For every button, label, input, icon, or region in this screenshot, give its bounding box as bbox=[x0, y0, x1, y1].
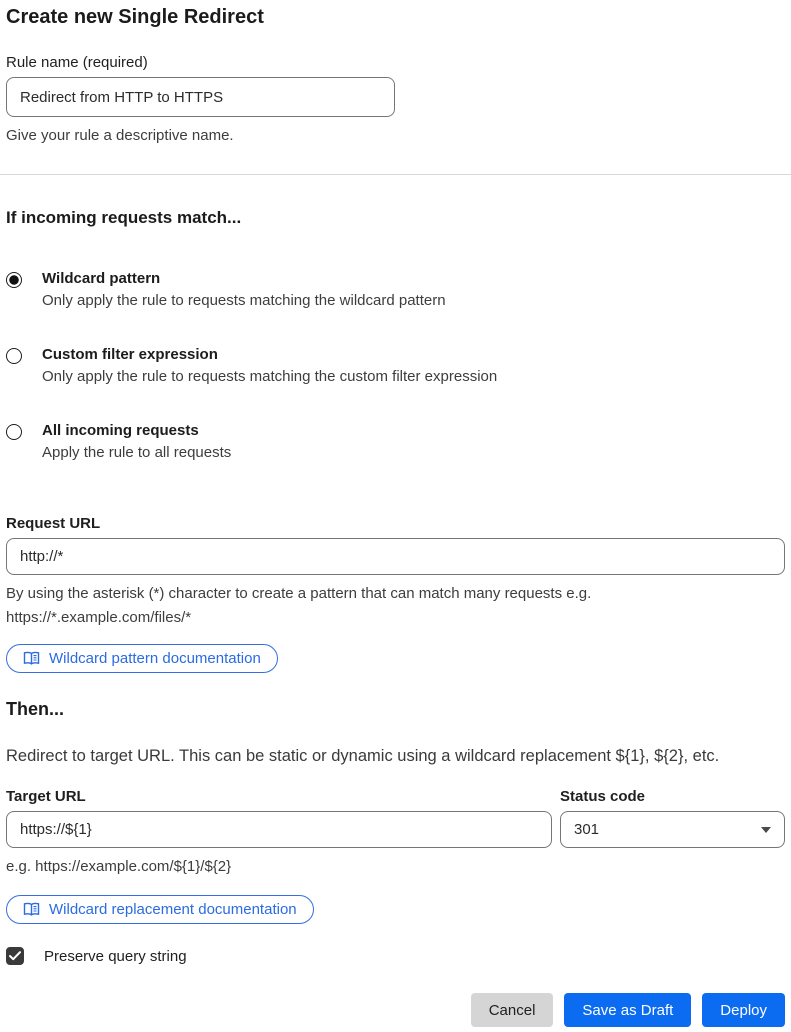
radio-option-label: All incoming requests bbox=[42, 422, 199, 439]
doc-button-label: Wildcard replacement documentation bbox=[49, 901, 297, 918]
wildcard-pattern-radio[interactable] bbox=[6, 272, 22, 288]
cancel-button[interactable]: Cancel bbox=[471, 993, 554, 1027]
radio-option-description: Only apply the rule to requests matching the wildcard pattern bbox=[42, 292, 446, 309]
book-icon bbox=[23, 902, 40, 917]
radio-option-label: Wildcard pattern bbox=[42, 270, 161, 287]
chevron-down-icon bbox=[761, 827, 771, 833]
wildcard-pattern-doc-button[interactable] bbox=[6, 644, 278, 673]
radio-option-wildcard-pattern[interactable] bbox=[6, 270, 785, 309]
match-type-radio-group bbox=[6, 270, 785, 461]
wildcard-replacement-doc-button[interactable] bbox=[6, 895, 314, 924]
radio-option-texts bbox=[42, 346, 497, 385]
radio-option-label: Custom filter expression bbox=[42, 346, 218, 363]
then-section-heading: Then... bbox=[6, 699, 64, 719]
radio-option-texts bbox=[42, 270, 446, 309]
redirect-description: Redirect to target URL. This can be static or dynamic using a wildcard replacement ${1}, ${2}, etc. bbox=[6, 747, 720, 765]
radio-option-description: Only apply the rule to requests matching the custom filter expression bbox=[42, 368, 498, 385]
target-url-help: e.g. https://example.com/${1}/${2} bbox=[6, 858, 232, 875]
status-code-column bbox=[560, 788, 785, 879]
preserve-query-row[interactable] bbox=[6, 947, 785, 965]
status-code-value: 301 bbox=[574, 821, 600, 838]
rule-name-input[interactable] bbox=[6, 77, 395, 117]
book-icon bbox=[23, 651, 40, 666]
status-code-select[interactable] bbox=[560, 811, 785, 848]
preserve-query-label: Preserve query string bbox=[44, 947, 187, 965]
save-draft-button[interactable]: Save as Draft bbox=[564, 993, 691, 1027]
radio-option-all-requests[interactable] bbox=[6, 422, 785, 461]
rule-name-help: Give your rule a descriptive name. bbox=[6, 127, 234, 144]
radio-option-custom-filter[interactable] bbox=[6, 346, 785, 385]
match-section-heading: If incoming requests match... bbox=[6, 208, 242, 227]
target-url-label: Target URL bbox=[6, 788, 86, 805]
request-url-help-line1: By using the asterisk (*) character to create a pattern that can match many requests e.g. bbox=[6, 585, 592, 602]
section-divider bbox=[0, 174, 791, 175]
radio-option-texts bbox=[42, 422, 231, 461]
request-url-input[interactable] bbox=[6, 538, 785, 575]
status-code-label: Status code bbox=[560, 788, 646, 805]
request-url-help-line2: https://*.example.com/files/* bbox=[6, 609, 192, 626]
radio-option-description: Apply the rule to all requests bbox=[42, 444, 232, 461]
target-url-input[interactable] bbox=[6, 811, 552, 848]
preserve-query-checkbox[interactable] bbox=[6, 947, 24, 965]
request-url-help bbox=[6, 582, 785, 630]
target-url-column bbox=[6, 788, 552, 879]
page-title: Create new Single Redirect bbox=[6, 6, 264, 28]
preserve-query-checkbox-wrap bbox=[6, 947, 24, 965]
all-requests-radio[interactable] bbox=[6, 424, 22, 440]
rule-name-label: Rule name (required) bbox=[6, 54, 148, 71]
target-fields-row bbox=[6, 788, 785, 879]
custom-filter-radio[interactable] bbox=[6, 348, 22, 364]
deploy-button[interactable]: Deploy bbox=[702, 993, 785, 1027]
request-url-label: Request URL bbox=[6, 515, 101, 532]
footer-actions bbox=[6, 993, 785, 1027]
doc-button-label: Wildcard pattern documentation bbox=[49, 650, 261, 667]
